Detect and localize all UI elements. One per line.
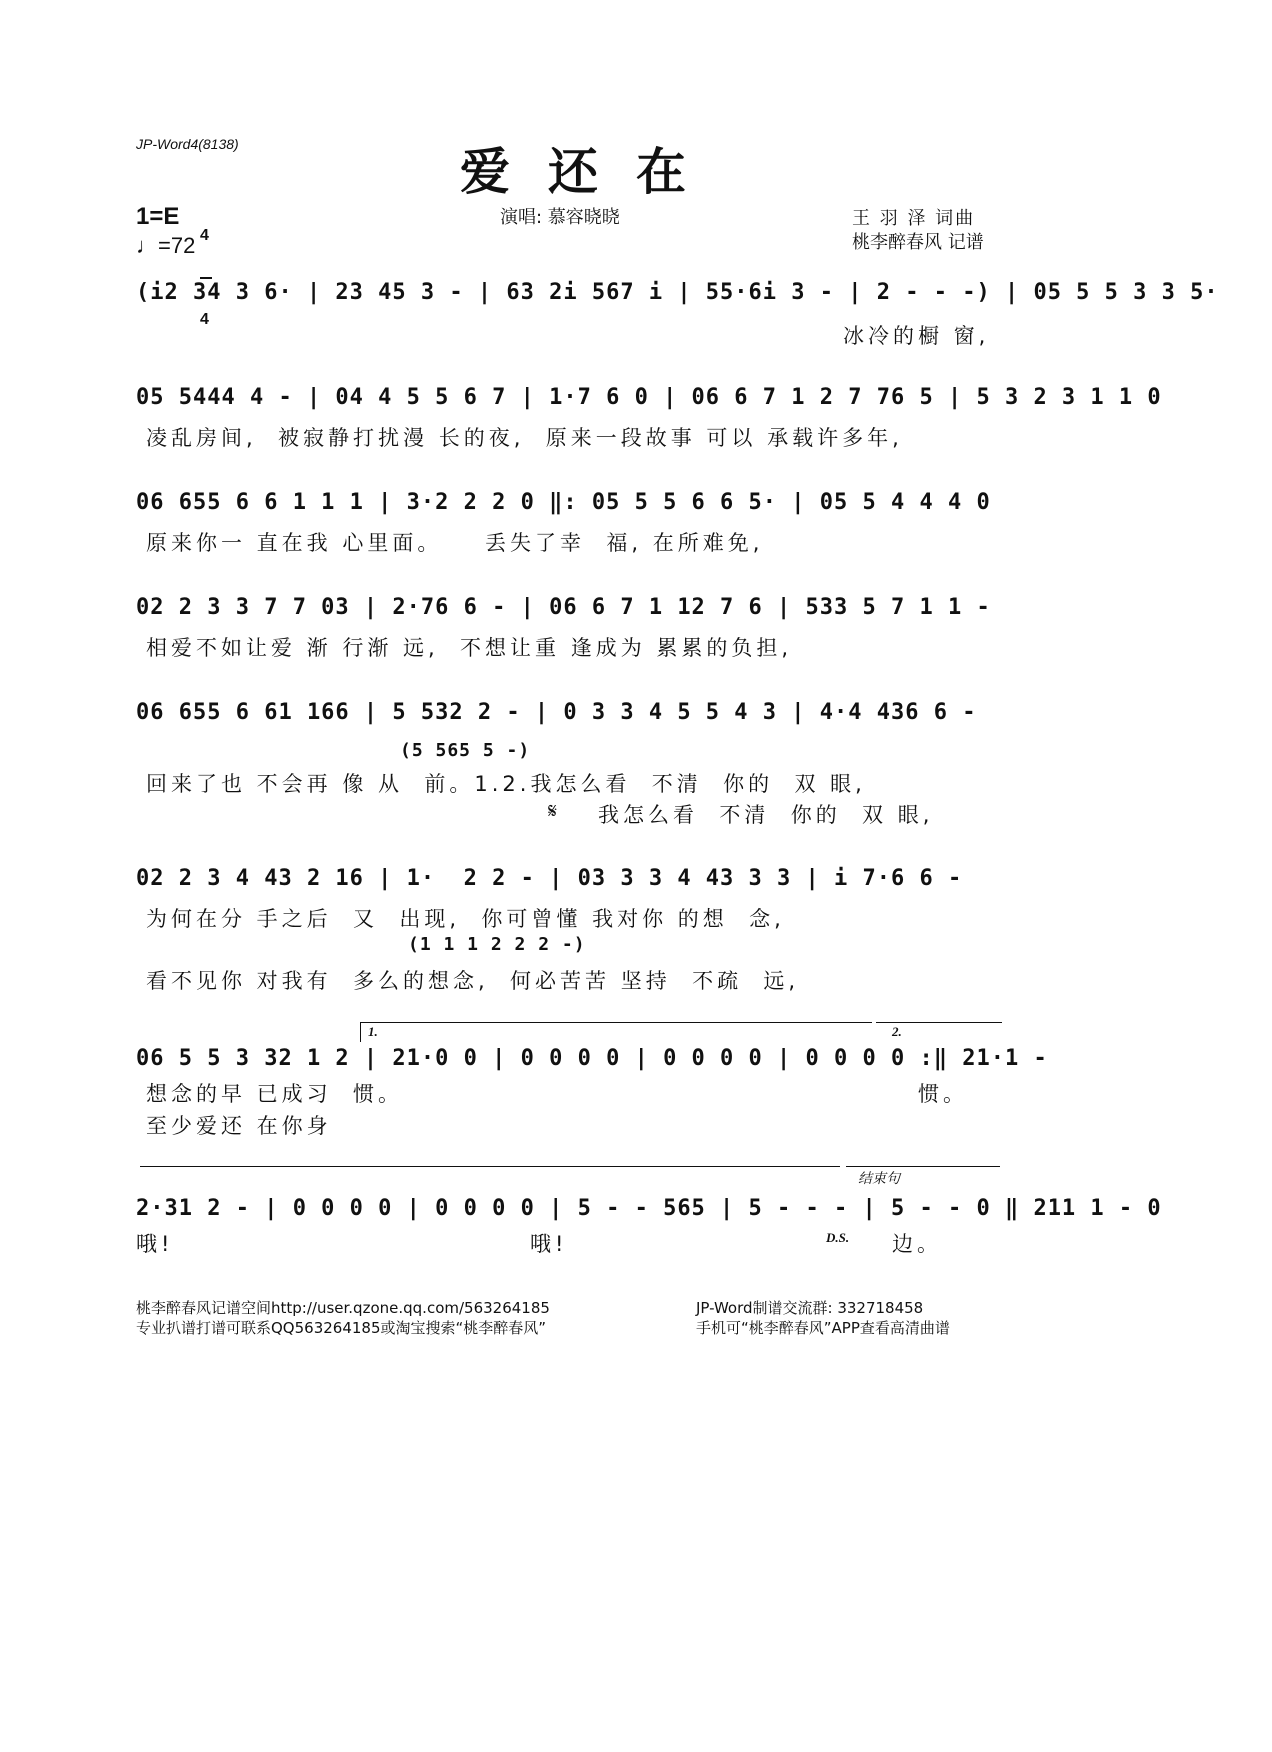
system-7-notes: 06 5 5 3 32 1 2 | 21·0 0 | 0 0 0 0 | 0 0 0 0 | 0 0 0 0 :‖ 21·1 - — [136, 1046, 1048, 1071]
footer-left-2: 专业扒谱打谱可联系QQ563264185或淘宝搜索“桃李醉春风” — [136, 1319, 547, 1337]
system-5-notes: 06 655 6 61 166 | 5 532 2 - | 0 3 3 4 5 5 4 3 | 4·4 436 6 - — [136, 700, 977, 725]
system-5-lyrics-2: 我怎么看 不清 你的 双 眼, — [598, 803, 934, 827]
system-2-lyrics: 凌乱房间, 被寂静打扰漫 长的夜, 原来一段故事 可以 承载许多年, — [146, 426, 903, 450]
system-3-notes: 06 655 6 6 1 1 1 | 3·2 2 2 0 ‖: 05 5 5 6 6 5· | 05 5 4 4 4 0 — [136, 490, 991, 515]
system-8-lyric-a: 哦! — [136, 1232, 174, 1256]
system-3-lyrics: 原来你一 直在我 心里面。 丢失了幸 福, 在所难免, — [146, 531, 764, 555]
system-6-harmony: (1 1 1 2 2 2 -) — [408, 934, 586, 955]
volta-1-left — [360, 1022, 361, 1042]
volta-1-label: 1. — [368, 1024, 378, 1039]
system-1-notes: (i2 34 3 6· | 23 45 3 - | 63 2i 567 i | 55·6i 3 - | 2 - - -) | 05 5 5 3 3 5· — [136, 280, 1219, 305]
system-7-lyrics-2: 至少爱还 在你身 — [146, 1114, 332, 1138]
system-4-notes: 02 2 3 3 7 7 03 | 2·76 6 - | 06 6 7 1 12 7 6 | 533 5 7 1 1 - — [136, 595, 991, 620]
singer-credit: 演唱: 慕容晓晓 — [500, 207, 620, 228]
tempo-marking: ♩=72 — [136, 233, 196, 258]
system-1-lyrics: 冰冷的橱 窗, — [843, 324, 990, 348]
system-7-lyric-end: 惯。 — [918, 1082, 968, 1106]
footer-right-2: 手机可“桃李醉春风”APP查看高清曲谱 — [696, 1319, 950, 1337]
page-title: 爱还在 — [460, 142, 724, 201]
system-5-harmony: (5 565 5 -) — [400, 740, 531, 761]
volta-2-bracket — [876, 1022, 1002, 1023]
volta-2-label: 2. — [892, 1024, 902, 1039]
system-8-notes: 2·31 2 - | 0 0 0 0 | 0 0 0 0 | 5 - - 565 | 5 - - - | 5 - - 0 ‖ 211 1 - 0 — [136, 1196, 1162, 1221]
time-sig-top: 4 — [200, 227, 209, 244]
composer-credit: 王 羽 泽 词曲 — [852, 208, 976, 229]
system-6-lyrics-2: 看不见你 对我有 多么的想念, 何必苦苦 坚持 不疏 远, — [146, 969, 800, 993]
system-6-lyrics-1: 为何在分 手之后 又 出现, 你可曾懂 我对你 的想 念, — [146, 907, 785, 931]
coda-bracket — [846, 1166, 1000, 1167]
coda-label: 结束句 — [858, 1171, 900, 1187]
slur-line — [140, 1166, 840, 1167]
system-2-notes: 05 5444 4 - | 04 4 5 5 6 7 | 1·7 6 0 | 06 6 7 1 2 7 76 5 | 5 3 2 3 1 1 0 — [136, 385, 1162, 410]
dal-segno: D.S. — [826, 1230, 850, 1245]
system-7-lyrics-1: 想念的早 已成习 惯。 — [146, 1082, 404, 1106]
software-tag: JP-Word4(8138) — [136, 136, 239, 152]
system-6-notes: 02 2 3 4 43 2 16 | 1· 2 2 - | 03 3 3 4 43 3 3 | i 7·6 6 - — [136, 866, 963, 891]
system-8-lyric-b: 哦! — [530, 1232, 568, 1256]
time-sig-bottom: 4 — [200, 311, 209, 328]
system-5-lyrics-1: 回来了也 不会再 像 从 前。1.2.我怎么看 不清 你的 双 眼, — [146, 772, 866, 796]
segno-sign: 𝄋 — [548, 799, 562, 823]
system-8-lyric-end: 边。 — [892, 1232, 942, 1256]
time-signature — [200, 196, 212, 344]
volta-1-bracket — [360, 1022, 872, 1023]
transcriber-credit: 桃李醉春风 记谱 — [852, 232, 984, 253]
key-signature: 1=E — [136, 203, 180, 230]
footer-right-1: JP-Word制谱交流群: 332718458 — [696, 1299, 924, 1317]
system-4-lyrics: 相爱不如让爱 渐 行渐 远, 不想让重 逢成为 累累的负担, — [146, 636, 793, 660]
footer-left-1: 桃李醉春风记谱空间http://user.qzone.qq.com/563264185 — [136, 1299, 550, 1317]
time-sig-bar — [200, 277, 212, 279]
